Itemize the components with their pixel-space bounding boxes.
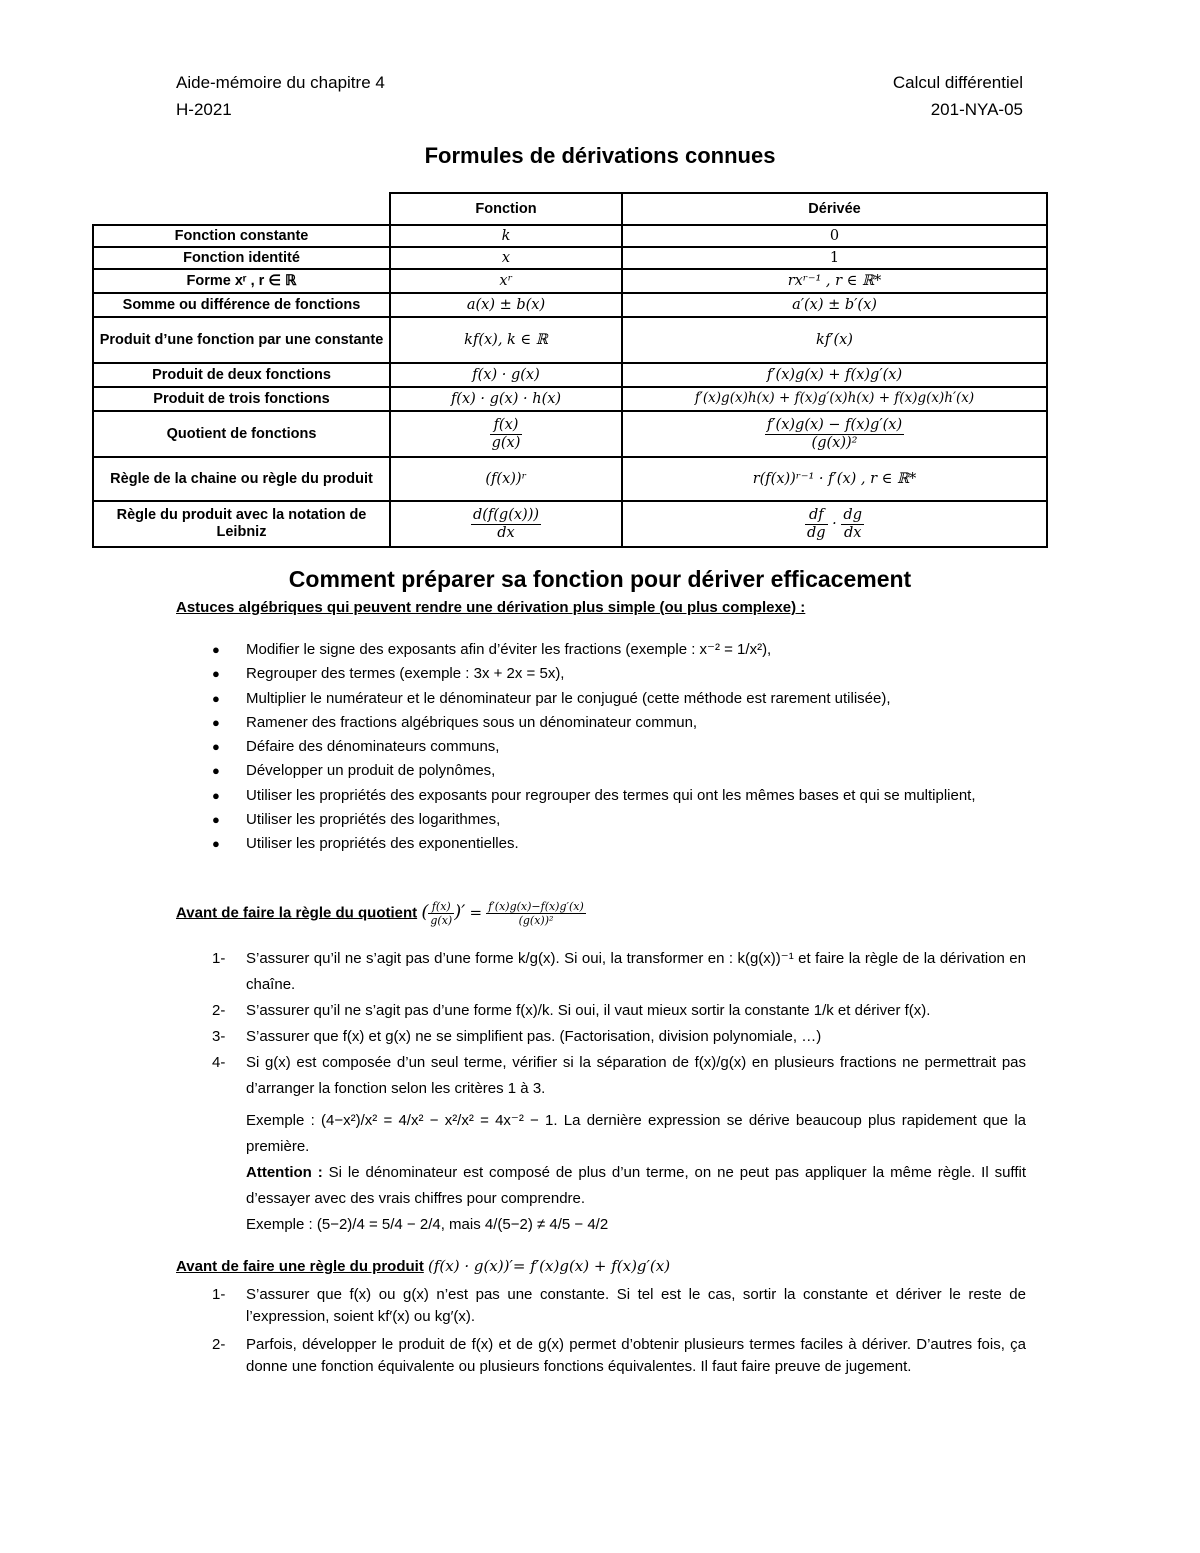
product-formula: (f(x) · g(x))′= f′(x)g(x) + f(x)g′(x) xyxy=(427,1257,671,1275)
row-function: xʳ xyxy=(390,269,622,293)
header-left-line1: Aide-mémoire du chapitre 4 xyxy=(176,73,385,92)
example-text: Exemple : (4−x²)/x² = 4/x² − x²/x² = 4x⁻² − 1. La dernière expression se dérive beaucoup plus rapidement que la première. xyxy=(246,1112,1026,1155)
fraction: $\frac{f'(x)g(x) - f(x)g'(x)}{\text{(g(x))²}}$ xyxy=(766,416,903,451)
page-title: Formules de dérivations connues xyxy=(424,143,776,168)
bullet-icon: ● xyxy=(212,714,220,730)
bullet-icon: ● xyxy=(212,836,220,852)
list-item: ● Ramener des fractions algébriques sous un dénominateur commun, xyxy=(176,711,1036,735)
table-row xyxy=(93,501,1047,547)
fraction: $\frac{f(x)}{g(x)}$ xyxy=(430,900,453,927)
quotient-heading: Avant de faire la règle du quotient xyxy=(176,904,418,922)
row-derivative: rxʳ⁻¹ , r ∈ ℝ* xyxy=(622,269,1047,293)
row-function: f(x) · g(x) xyxy=(390,363,622,387)
row-label: Produit de trois fonctions xyxy=(93,387,390,411)
fraction: $\frac{d(f(g(x)))}{dx}$ xyxy=(472,506,540,541)
bullet-icon: ● xyxy=(212,787,220,803)
bullet-icon: ● xyxy=(212,642,220,657)
row-label: Règle du produit avec la notation de Leibniz xyxy=(93,501,390,547)
row-derivative: a′(x) ± b′(x) xyxy=(622,293,1047,317)
row-function: a(x) ± b(x) xyxy=(390,293,622,317)
list-item: 1- S’assurer que f(x) ou g(x) n’est pas une constante. Si tel est le cas, sortir la constante et dériver le reste de l’expression, soient kf′(x) ou kg′(x). xyxy=(212,1286,1026,1325)
table-header-row xyxy=(93,193,1047,225)
table-row xyxy=(93,363,1047,387)
row-derivative xyxy=(622,411,1047,457)
product-steps xyxy=(176,1284,1026,1378)
list-item: ● Développer un produit de polynômes, xyxy=(176,759,1036,783)
row-derivative: r(f(x))ʳ⁻¹ · f′(x) , r ∈ ℝ* xyxy=(622,457,1047,501)
list-item: ● Défaire des dénominateurs communs, xyxy=(176,735,1036,759)
row-label: Fonction identité xyxy=(93,247,390,269)
row-derivative: f′(x)g(x)h(x) + f(x)g′(x)h(x) + f(x)g(x)h′(x) xyxy=(622,387,1047,411)
row-function: kf(x), k ∈ ℝ xyxy=(390,317,622,363)
row-label: Somme ou différence de fonctions xyxy=(93,293,390,317)
product-heading-line xyxy=(176,1257,670,1275)
table-row xyxy=(93,457,1047,501)
list-item: ● Utiliser les propriétés des exponentielles. xyxy=(176,832,1036,856)
row-derivative: f′(x)g(x) + f(x)g′(x) xyxy=(622,363,1047,387)
list-item xyxy=(176,1212,1026,1238)
row-derivative: $\frac{df}{dg}$ · $\frac{dg}{dx}$ xyxy=(622,501,1047,547)
list-item: ● Modifier le signe des exposants afin d’éviter les fractions (exemple : x⁻² = 1/x²), xyxy=(176,638,1036,662)
derivatives-table xyxy=(92,192,1048,548)
list-item: 1- S’assurer qu’il ne s’agit pas d’une forme k/g(x). Si oui, la transformer en : k(g(x))⁻¹ et faire la règle de la dérivation en chaîne. xyxy=(212,950,1026,993)
list-item: ● Regrouper des termes (exemple : 3x + 2x = 5x), xyxy=(176,662,1036,686)
row-function xyxy=(390,411,622,457)
table-row xyxy=(93,317,1047,363)
row-function: (f(x))ʳ xyxy=(390,457,622,501)
attention-label: Attention : xyxy=(246,1164,323,1181)
product-heading: Avant de faire une règle du produit xyxy=(176,1258,424,1275)
col-function-header: Fonction xyxy=(390,193,622,225)
list-item: 3- S’assurer que f(x) et g(x) ne se simplifient pas. (Factorisation, division polynomiale, …) xyxy=(212,1028,822,1045)
row-function: f(x) · g(x) · h(x) xyxy=(390,387,622,411)
list-item: 2- Parfois, développer le produit de f(x) et de g(x) permet d’obtenir plusieurs termes faciles à dériver. D’autres fois, ça donne une fonction équivalente ou plusieurs fonctions équivalentes. Il faut faire preuve de jugement. xyxy=(212,1336,1026,1375)
row-function xyxy=(390,501,622,547)
bullet-icon: ● xyxy=(212,666,220,682)
row-derivative: 0 xyxy=(622,225,1047,247)
example-text: Exemple : (5−2)/4 = 5/4 − 2/4, mais 4/(5−2) ≠ 4/5 − 4/2 xyxy=(246,1216,609,1233)
row-derivative: kf′(x) xyxy=(622,317,1047,363)
bullet-icon: ● xyxy=(212,739,220,755)
list-item: ● Utiliser les propriétés des exposants pour regrouper des termes qui ont les mêmes bases et qui se multiplient, xyxy=(176,784,1036,808)
table-row xyxy=(93,225,1047,247)
list-item: ● Multiplier le numérateur et le dénominateur par le conjugué (cette méthode est rarement utilisée), xyxy=(176,687,1036,711)
list-item: 4- Si g(x) est composée d’un seul terme, vérifier si la séparation de f(x)/g(x) en plusieurs fractions ne permettrait pas d’arranger la fonction selon les critères 1 à 3. xyxy=(212,1054,1026,1097)
row-label: Forme xʳ , r ∈ ℝ xyxy=(93,269,390,293)
col-derivative-header: Dérivée xyxy=(622,193,1047,225)
row-derivative: 1 xyxy=(622,247,1047,269)
header-right-line2: 201-NYA-05 xyxy=(930,100,1023,119)
bullet-icon: ● xyxy=(212,812,220,828)
row-label: Fonction constante xyxy=(93,225,390,247)
fraction: $\frac{dg}{dx}$ xyxy=(843,506,862,541)
bullet-icon: ● xyxy=(212,690,220,706)
tips-list xyxy=(176,638,1036,857)
row-function: k xyxy=(390,225,622,247)
table-row xyxy=(93,247,1047,269)
tips-heading: Astuces algébriques qui peuvent rendre une dérivation plus simple (ou plus complexe) : xyxy=(176,599,806,616)
table-row xyxy=(93,269,1047,293)
list-item: 2- S’assurer qu’il ne s’agit pas d’une forme f(x)/k. Si oui, il vaut mieux sortir la constante 1/k et dériver f(x). xyxy=(212,1002,931,1019)
bullet-icon: ● xyxy=(212,763,220,779)
row-label: Règle de la chaine ou règle du produit xyxy=(93,457,390,501)
quotient-heading-line: Avant de faire la règle du quotient ( $\frac{f(x)}{g(x)}$ )′ = $\frac{f'(x)g(x)-f(x)g'(x)}{\text{(g(x))²}}$ xyxy=(176,900,584,927)
header-left-line2: H-2021 xyxy=(176,100,232,119)
list-item: ● Utiliser les propriétés des logarithmes, xyxy=(176,808,1036,832)
list-item xyxy=(176,1108,1026,1160)
table-row xyxy=(93,387,1047,411)
row-label: Quotient de fonctions xyxy=(93,411,390,457)
table-row xyxy=(93,411,1047,457)
list-item: Attention : Si le dénominateur est composé de plus d’un terme, on ne peut pas appliquer la même règle. Il suffit d’essayer avec des vrais chiffres pour comprendre. xyxy=(246,1164,1026,1207)
header-right-line1: Calcul différentiel xyxy=(892,73,1023,92)
row-label: Produit d’une fonction par une constante xyxy=(93,317,390,363)
fraction: $\frac{df}{dg}$ xyxy=(807,506,826,541)
quotient-steps xyxy=(176,946,1026,1238)
section2-title: Comment préparer sa fonction pour dériver efficacement xyxy=(288,566,912,592)
fraction: $\frac{f'(x)g(x)-f(x)g'(x)}{\text{(g(x))²}}$ xyxy=(488,900,584,927)
fraction: $\frac{f(x)}{g(x)}$ xyxy=(491,416,521,451)
row-label: Produit de deux fonctions xyxy=(93,363,390,387)
row-function: x xyxy=(390,247,622,269)
table-row xyxy=(93,293,1047,317)
